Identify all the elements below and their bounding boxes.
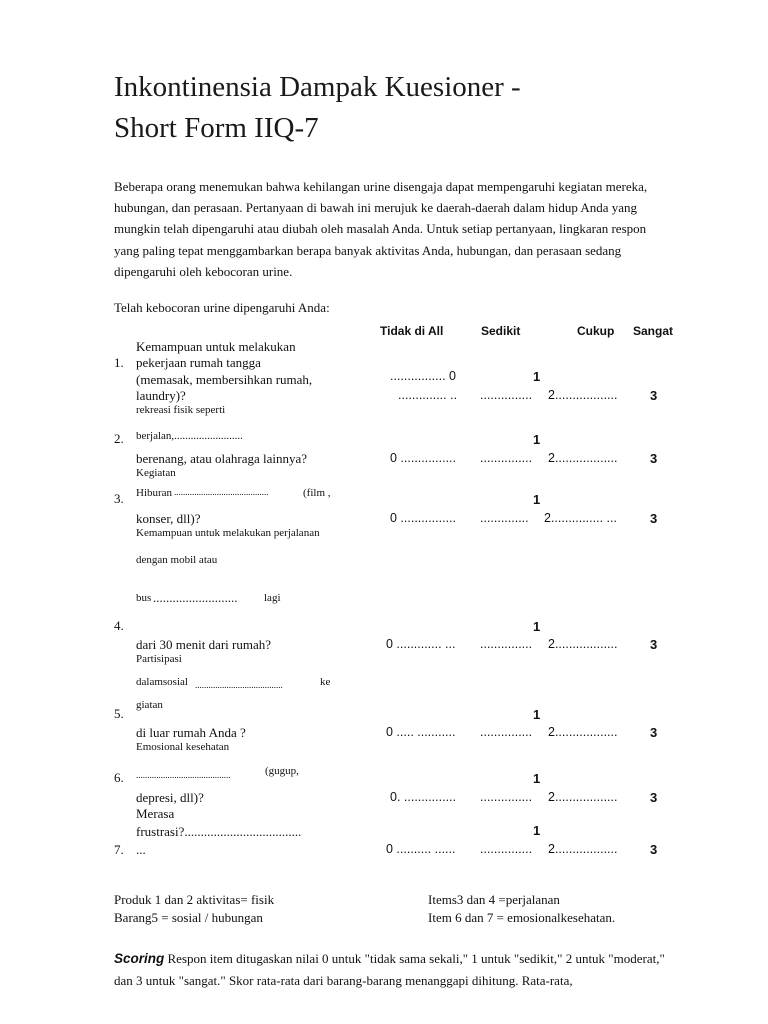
q3-text-1b: .......................................... (174, 487, 269, 497)
question-prompt: Telah kebocoran urine dipengaruhi Anda: (114, 300, 330, 315)
q1-number: 1. (114, 355, 124, 370)
q5-option-3[interactable]: 3 (650, 725, 658, 740)
q5-option-2[interactable]: 2.................. (548, 725, 618, 739)
q4-pre-text-2: dengan mobil atau (136, 554, 218, 566)
q1-text-2: pekerjaan rumah tangga (136, 355, 261, 370)
q2-leader: ............... (480, 451, 533, 465)
q6-option-2[interactable]: 2.................. (548, 790, 618, 804)
q7-option-3[interactable]: 3 (650, 842, 658, 857)
q2-text-2: berenang, atau olahraga lainnya? (136, 451, 308, 466)
intro-paragraph: Beberapa orang menemukan bahwa kehilangan urine disengaja dapat mempengaruhi kegiatan mereka, hubungan, dan perasaan. Pertanyaan di bawah ini merujuk ke daerah-daerah dalam hidup Anda yang mungkin telah dipengaruhi atau diubah oleh masalah Anda. Untuk setiap pertanyaan, lingkaran respon yang paling tepat menggambarkan berapa banyak aktivitas Anda, hubungan, dan perasaan sedang dipengaruhi oleh kebocoran urine. (114, 179, 648, 279)
q4-leader: ............... (480, 637, 533, 651)
q5-pre-text-1: Partisipasi (136, 653, 182, 665)
q6-option-1[interactable]: 1 (533, 771, 541, 786)
grouping-right-2: Item 6 dan 7 = emosionalkesehatan. (428, 910, 616, 925)
q3-leader: .............. (480, 511, 529, 525)
q1-leader-b: ............... (480, 388, 533, 402)
q3-pre-text: Kegiatan (136, 467, 176, 479)
q3-option-1[interactable]: 1 (533, 492, 541, 507)
q1-option-1[interactable]: 1 (533, 369, 541, 384)
grouping-right-1: Items3 dan 4 =perjalanan (428, 892, 560, 907)
q3-number: 3. (114, 491, 124, 506)
scoring-text: Respon item ditugaskan nilai 0 untuk "tidak sama sekali," 1 untuk "sedikit," 2 untuk "moderat," dan 3 untuk "sangat." Skor rata-rata dari barang-barang menanggapi dihitung. Rata-rata, (114, 951, 665, 988)
q1-text-4: laundry)? (136, 388, 186, 403)
q7-option-2[interactable]: 2.................. (548, 842, 618, 856)
header-sangat: Sangat (633, 324, 674, 338)
document-title-line2: Short Form IIQ-7 (114, 112, 319, 144)
q6-pre-text-1: Emosional kesehatan (136, 741, 230, 753)
q1-option-3[interactable]: 3 (650, 388, 658, 403)
q2-option-2[interactable]: 2.................. (548, 451, 618, 465)
q1-text-1: Kemampuan untuk melakukan (136, 339, 296, 354)
q3-option-0[interactable]: 0 ................ (390, 511, 456, 525)
q6-leader: ............... (480, 790, 533, 804)
q7-leader: ............... (480, 842, 533, 856)
q5-number: 5. (114, 706, 124, 721)
q2-number: 2. (114, 431, 124, 446)
q4-option-1[interactable]: 1 (533, 619, 541, 634)
q2-option-0[interactable]: 0 ................ (390, 451, 456, 465)
q4-pre-text-3b: .......................... (153, 590, 238, 605)
q3-option-3[interactable]: 3 (650, 511, 658, 526)
q3-option-2[interactable]: 2............... ... (544, 511, 617, 525)
q4-option-3[interactable]: 3 (650, 637, 658, 652)
q5-pre-text-2c: ke (320, 676, 331, 688)
q6-pre-text-2b: (gugup, (265, 765, 299, 777)
q6-number: 6. (114, 770, 124, 785)
scoring-label: Scoring (114, 951, 165, 966)
q3-text-1c: (film , (303, 487, 331, 499)
q4-option-0[interactable]: 0 ............. ... (386, 637, 456, 651)
q5-text-1: di luar rumah Anda ? (136, 725, 246, 740)
q6-pre-text-2a: .......................................... (136, 770, 231, 780)
q7-text-3: ... (136, 842, 146, 857)
header-tidak: Tidak di All (380, 324, 444, 338)
q3-text-2: konser, dll)? (136, 511, 201, 526)
q6-option-0[interactable]: 0. ............... (390, 790, 456, 804)
header-cukup: Cukup (577, 324, 615, 338)
q2-pre-text: rekreasi fisik seperti (136, 404, 226, 416)
header-sedikit: Sedikit (481, 324, 521, 338)
q4-text-1: dari 30 menit dari rumah? (136, 637, 272, 652)
q7-option-0[interactable]: 0 .......... ...... (386, 842, 456, 856)
q4-number: 4. (114, 618, 124, 633)
q7-text-1: Merasa (136, 806, 175, 821)
q4-pre-text-1: Kemampuan untuk melakukan perjalanan (136, 527, 320, 539)
q6-option-3[interactable]: 3 (650, 790, 658, 805)
q4-option-2[interactable]: 2.................. (548, 637, 618, 651)
q4-pre-text-3a: bus (136, 592, 152, 604)
q5-pre-text-3: giatan (136, 699, 163, 711)
q2-text-1: berjalan,......................... (136, 430, 243, 442)
q1-option-2[interactable]: 2.................. (548, 388, 618, 402)
q5-pre-text-2b: ....................................... (195, 680, 283, 690)
q1-option-0[interactable]: ................ 0 (390, 369, 456, 383)
q6-text-1: depresi, dll)? (136, 790, 204, 805)
grouping-left-2: Barang5 = sosial / hubungan (114, 910, 263, 925)
q1-leader-a: .............. .. (398, 388, 458, 402)
q7-text-2: frustrasi?.................................... (136, 824, 302, 839)
q5-option-0[interactable]: 0 ..... ........... (386, 725, 456, 739)
q4-pre-text-3c: lagi (264, 592, 281, 604)
scoring-paragraph (114, 948, 674, 992)
q2-option-3[interactable]: 3 (650, 451, 658, 466)
q2-option-1[interactable]: 1 (533, 432, 541, 447)
q5-leader: ............... (480, 725, 533, 739)
q5-option-1[interactable]: 1 (533, 707, 541, 722)
grouping-left-1: Produk 1 dan 2 aktivitas= fisik (114, 892, 275, 907)
q5-pre-text-2a: dalamsosial (136, 676, 188, 688)
q7-number: 7. (114, 842, 124, 857)
q3-text-1a: Hiburan (136, 487, 173, 499)
document-title-line1: Inkontinensia Dampak Kuesioner - (114, 71, 521, 103)
q1-text-3: (memasak, membersihkan rumah, (136, 372, 313, 387)
q7-option-1[interactable]: 1 (533, 823, 541, 838)
